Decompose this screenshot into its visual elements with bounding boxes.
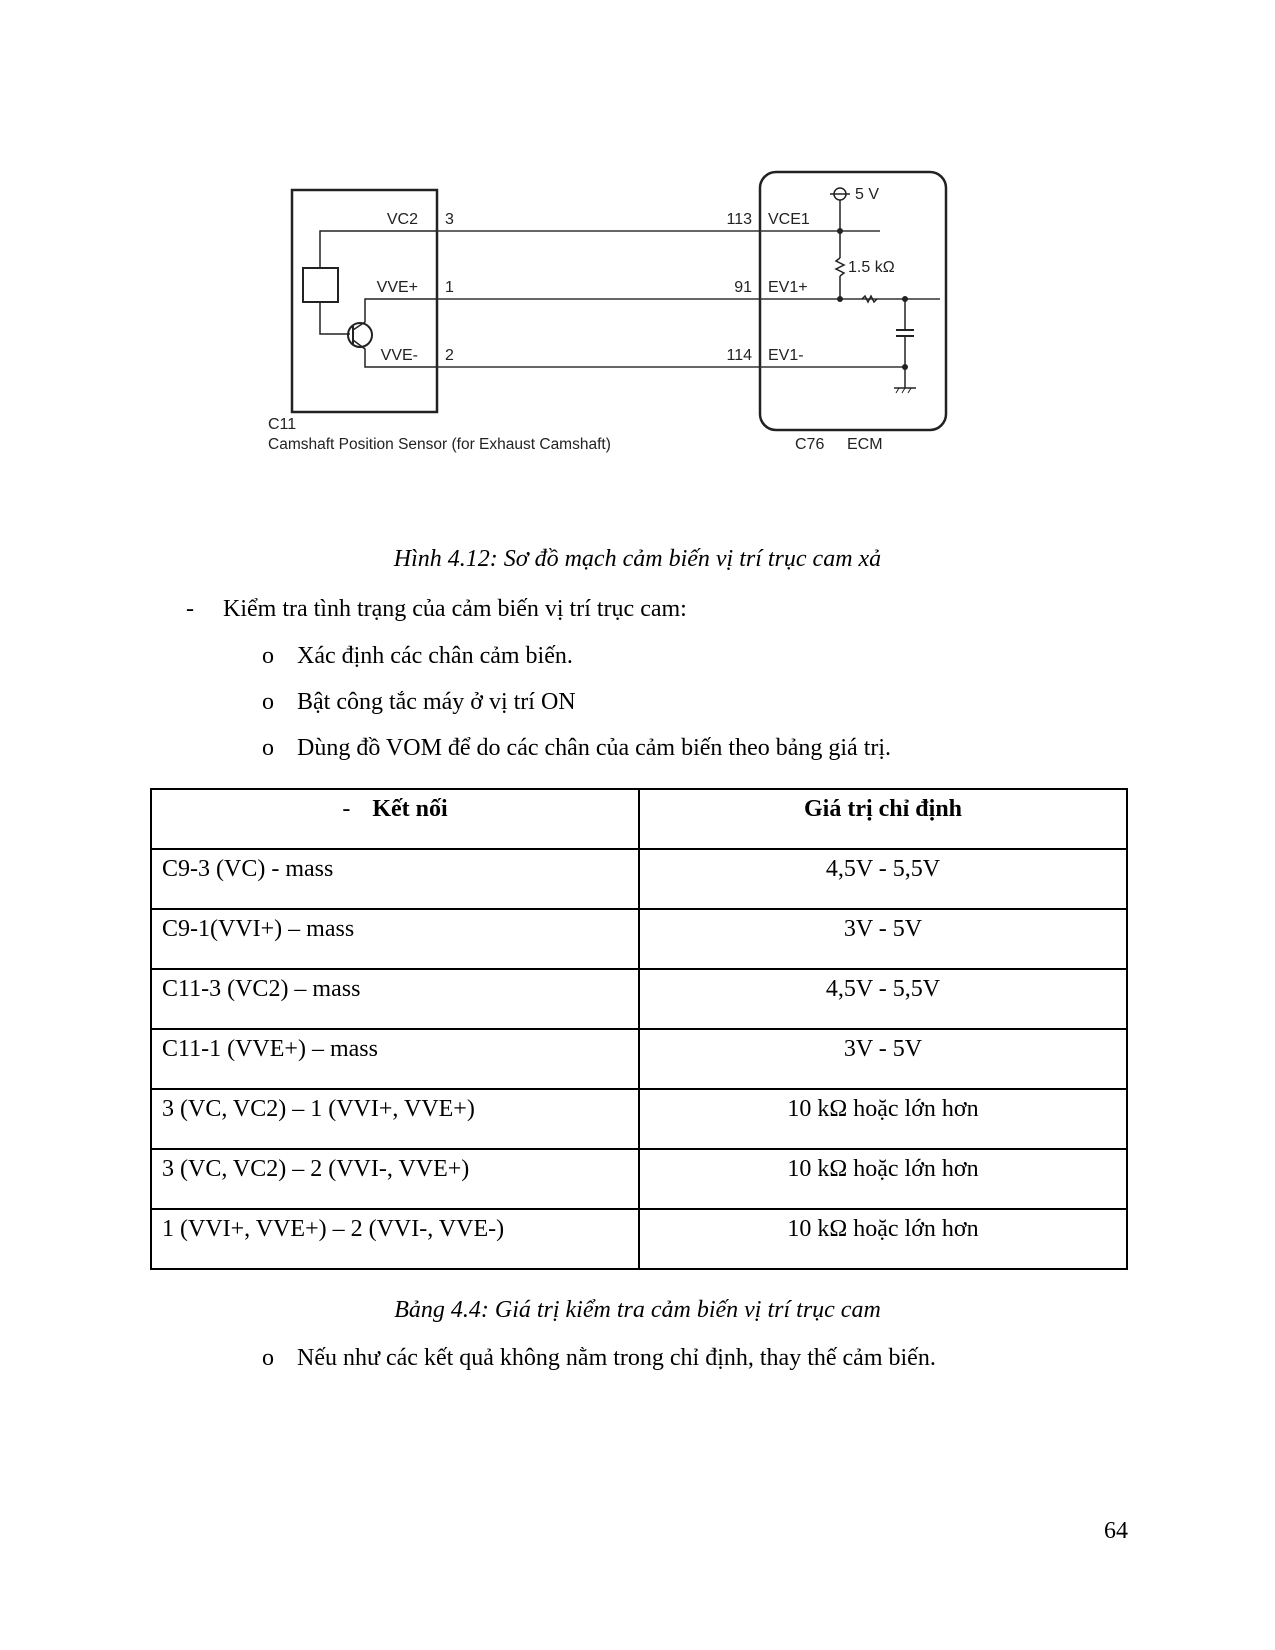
ecm-code: C76 <box>795 436 825 453</box>
resistor-label: 1.5 kΩ <box>848 259 895 276</box>
table-row <box>151 969 1127 1029</box>
table-row <box>151 1149 1127 1209</box>
sensor-pin-vc2: VC2 <box>386 211 418 228</box>
table-row <box>151 1209 1127 1269</box>
ecm-pin-num-91: 91 <box>734 279 752 296</box>
circle-bullet: o <box>262 689 274 715</box>
sensor-name: Camshaft Position Sensor (for Exhaust Camshaft) <box>268 436 611 453</box>
sensor-pin-num-2: 2 <box>445 347 454 364</box>
supply-label: 5 V <box>855 186 880 203</box>
step-text: Bật công tắc máy ở vị trí ON <box>297 689 576 715</box>
cell-value: 10 kΩ hoặc lớn hơn <box>639 1209 1127 1269</box>
sensor-pin-vve-minus: VVE- <box>380 347 418 364</box>
table-row <box>151 1089 1127 1149</box>
cell-value: 10 kΩ hoặc lớn hơn <box>639 1089 1127 1149</box>
table-row <box>151 849 1127 909</box>
dash-bullet: - <box>186 596 194 622</box>
table-caption: Bảng 4.4: Giá trị kiểm tra cảm biến vị trí trục cam <box>394 1297 881 1323</box>
sensor-pin-num-1: 1 <box>445 279 454 296</box>
header-connection-label: Kết nối <box>372 796 448 822</box>
page-number: 64 <box>1104 1518 1128 1544</box>
step-text: Nếu như các kết quả không nằm trong chỉ định, thay thế cảm biến. <box>297 1345 936 1371</box>
cell-value: 3V - 5V <box>639 1029 1127 1089</box>
ecm-pin-num-113: 113 <box>726 211 752 228</box>
cell-connection: C9-1(VVI+) – mass <box>151 909 639 969</box>
table-row <box>151 1029 1127 1089</box>
circle-bullet: o <box>262 643 274 669</box>
sensor-coil <box>303 268 338 302</box>
ecm-pin-ev1-minus: EV1- <box>768 347 804 364</box>
cell-connection: 3 (VC, VC2) – 2 (VVI-, VVE+) <box>151 1149 639 1209</box>
cell-value: 3V - 5V <box>639 909 1127 969</box>
cell-value: 4,5V - 5,5V <box>639 969 1127 1029</box>
cell-connection: C9-3 (VC) - mass <box>151 849 639 909</box>
sensor-pin-num-3: 3 <box>445 211 454 228</box>
cell-connection: C11-3 (VC2) – mass <box>151 969 639 1029</box>
ecm-pin-ev1-plus: EV1+ <box>768 279 808 296</box>
cell-connection: 3 (VC, VC2) – 1 (VVI+, VVE+) <box>151 1089 639 1149</box>
circle-bullet: o <box>262 735 274 761</box>
pullup-resistor <box>836 258 844 276</box>
sensor-pin-vve-plus: VVE+ <box>376 279 418 296</box>
spec-table <box>150 788 1128 1270</box>
intro-text: Kiểm tra tình trạng của cảm biến vị trí trục cam: <box>223 596 687 622</box>
cell-connection: 1 (VVI+, VVE+) – 2 (VVI-, VVE-) <box>151 1209 639 1269</box>
header-dash: - <box>342 796 351 822</box>
circuit-diagram <box>240 150 1000 480</box>
circle-bullet: o <box>262 1345 274 1371</box>
transistor-symbol <box>348 323 372 347</box>
coil-bottom-wire <box>320 302 350 334</box>
header-value: Giá trị chỉ định <box>639 789 1127 849</box>
cell-value: 10 kΩ hoặc lớn hơn <box>639 1149 1127 1209</box>
coil-top-wire <box>320 231 437 268</box>
step-text: Dùng đồ VOM để do các chân của cảm biến theo bảng giá trị. <box>297 735 892 761</box>
ecm-pin-num-114: 114 <box>726 347 752 364</box>
sensor-code: C11 <box>268 416 297 433</box>
step-text: Xác định các chân cảm biến. <box>297 643 573 669</box>
cell-connection: C11-1 (VVE+) – mass <box>151 1029 639 1089</box>
table-row <box>151 909 1127 969</box>
header-connection <box>151 789 639 849</box>
table-header-row <box>151 789 1127 849</box>
figure-caption: Hình 4.12: Sơ đồ mạch cảm biến vị trí trục cam xả <box>393 546 882 572</box>
ecm-name: ECM <box>847 436 883 453</box>
ecm-pin-vce1: VCE1 <box>768 211 810 228</box>
cell-value: 4,5V - 5,5V <box>639 849 1127 909</box>
